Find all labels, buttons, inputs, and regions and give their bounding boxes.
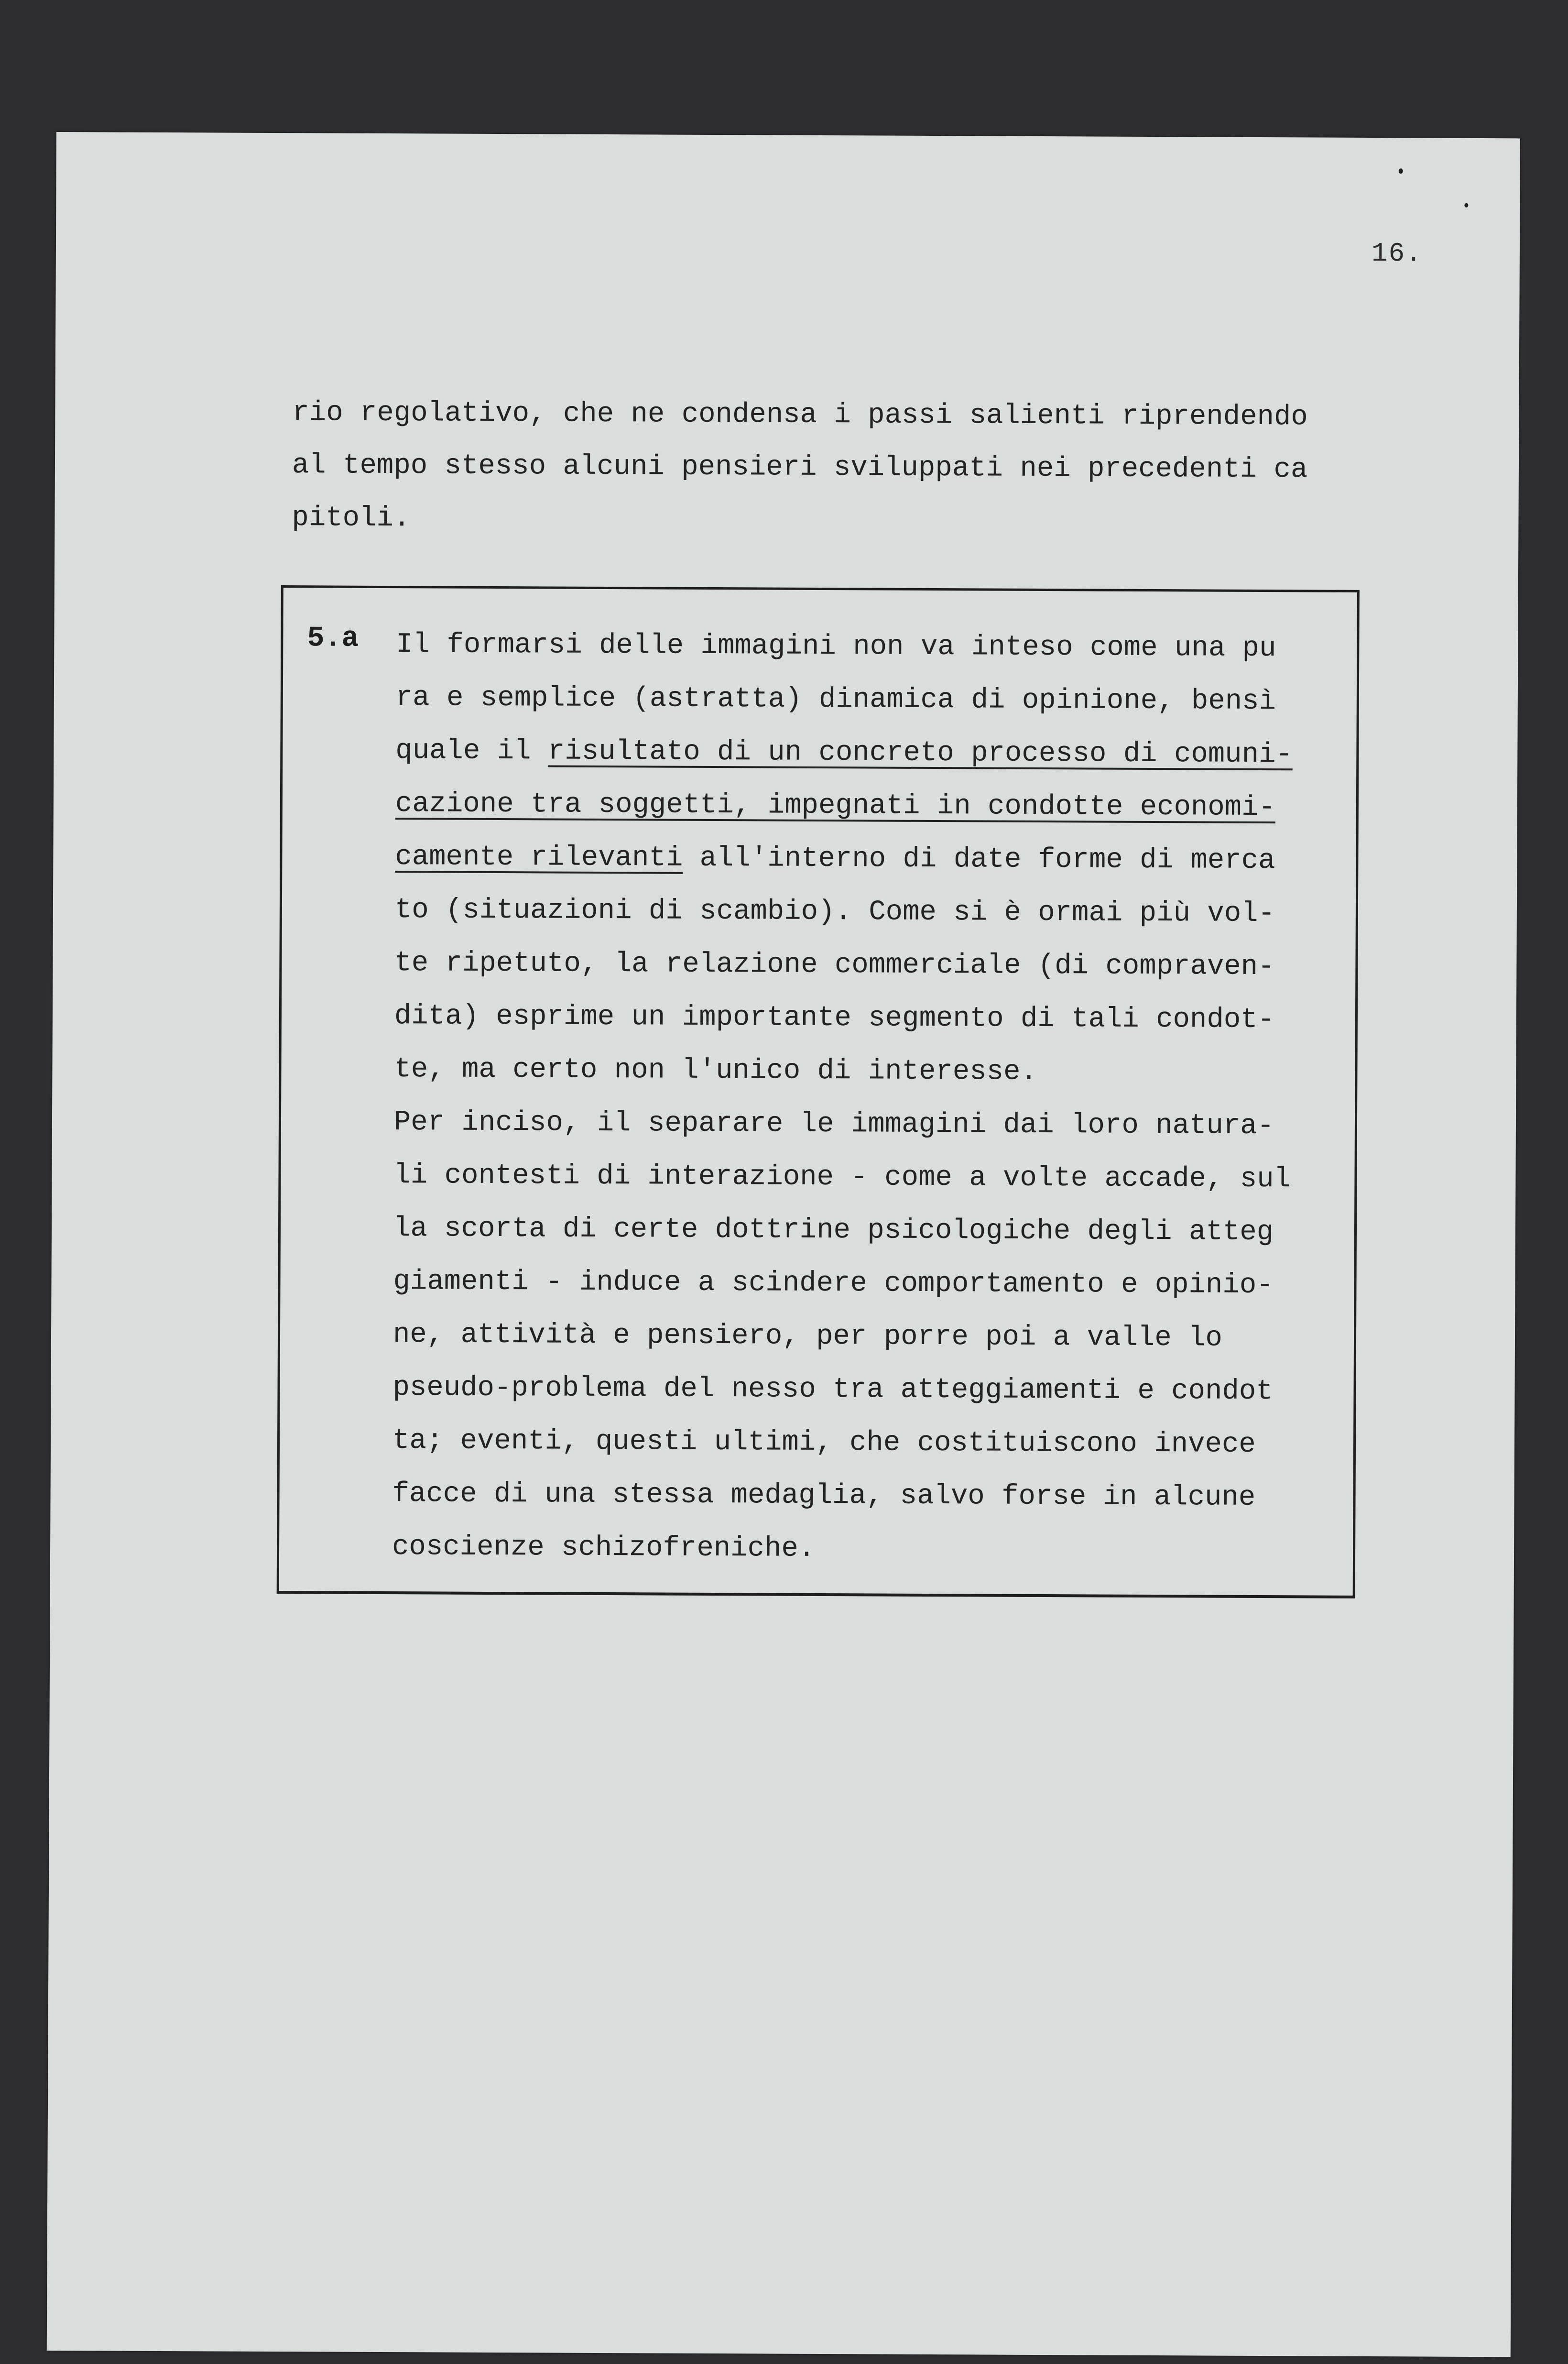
- text-segment: li contesti di interazione - come a volte accade, sul: [393, 1159, 1291, 1195]
- text-segment: facce di una stessa medaglia, salvo forse in alcune: [392, 1478, 1256, 1513]
- principle-line: [393, 1308, 1330, 1365]
- text-segment: Per inciso, il separare le immagini dai loro natura-: [393, 1106, 1274, 1142]
- principle-line: [394, 1095, 1331, 1153]
- principle-line: [396, 618, 1333, 675]
- text-segment: ta; eventi, questi ultimi, che costituiscono invece: [392, 1424, 1256, 1460]
- text-segment: all'interno di date forme di merca: [683, 842, 1275, 877]
- principle-line: [394, 1042, 1331, 1100]
- underlined-phrase: camente rilevanti: [395, 841, 683, 874]
- principle-line: [395, 830, 1332, 887]
- ink-speck: [1399, 168, 1403, 174]
- ink-speck: [1464, 203, 1468, 208]
- principle-line: [395, 777, 1332, 834]
- principle-line: [394, 936, 1331, 994]
- paper-sheet: [47, 132, 1520, 2357]
- principle-line: [393, 1255, 1330, 1312]
- text-segment: quale il: [395, 734, 548, 767]
- framed-principle-box: [277, 585, 1360, 1598]
- text-segment: te, ma certo non l'unico di interesse.: [394, 1053, 1038, 1088]
- intro-line: rio regolativo, che ne condensa i passi salienti riprendendo: [292, 396, 1308, 433]
- principle-line: [392, 1467, 1329, 1524]
- text-segment: ne, attività e pensiero, per porre poi a valle lo: [392, 1318, 1223, 1354]
- principle-line: [392, 1520, 1329, 1577]
- text-segment: giamenti - induce a scindere comportamento e opinio-: [393, 1265, 1274, 1302]
- principle-line: [395, 724, 1332, 781]
- principle-line: [393, 1202, 1330, 1259]
- principle-text: [392, 618, 1333, 1577]
- principle-line: [395, 883, 1332, 941]
- text-segment: coscienze schizofreniche.: [392, 1531, 816, 1565]
- principle-line: [396, 671, 1333, 728]
- underlined-phrase: cazione tra soggetti, impegnati in condotte economi-: [395, 788, 1276, 824]
- text-segment: pseudo-problema del nesso tra atteggiamenti e condot: [392, 1371, 1273, 1408]
- intro-line: al tempo stesso alcuni pensieri sviluppati nei precedenti ca: [292, 449, 1308, 486]
- intro-line: pitoli.: [292, 502, 411, 535]
- principle-line: [393, 1149, 1330, 1206]
- principle-line: [392, 1414, 1329, 1471]
- text-segment: to (situazioni di scambio). Come si è ormai più vol-: [394, 894, 1275, 930]
- intro-paragraph: [292, 386, 1449, 549]
- text-segment: Il formarsi delle immagini non va inteso come una pu: [396, 628, 1276, 665]
- principle-line: [394, 989, 1331, 1047]
- text-segment: te ripetuto, la relazione commerciale (di compraven-: [394, 947, 1275, 983]
- principle-line: [392, 1361, 1329, 1418]
- text-segment: la scorta di certe dottrine psicologiche degli atteg: [393, 1212, 1274, 1248]
- text-segment: dita) esprime un importante segmento di tali condot-: [394, 1000, 1275, 1036]
- text-segment: ra e semplice (astratta) dinamica di opinione, bensì: [395, 681, 1276, 718]
- underlined-phrase: risultato di un concreto processo di comuni-: [547, 735, 1293, 771]
- page-number: 16.: [1371, 238, 1423, 269]
- section-label: 5.a: [307, 622, 359, 655]
